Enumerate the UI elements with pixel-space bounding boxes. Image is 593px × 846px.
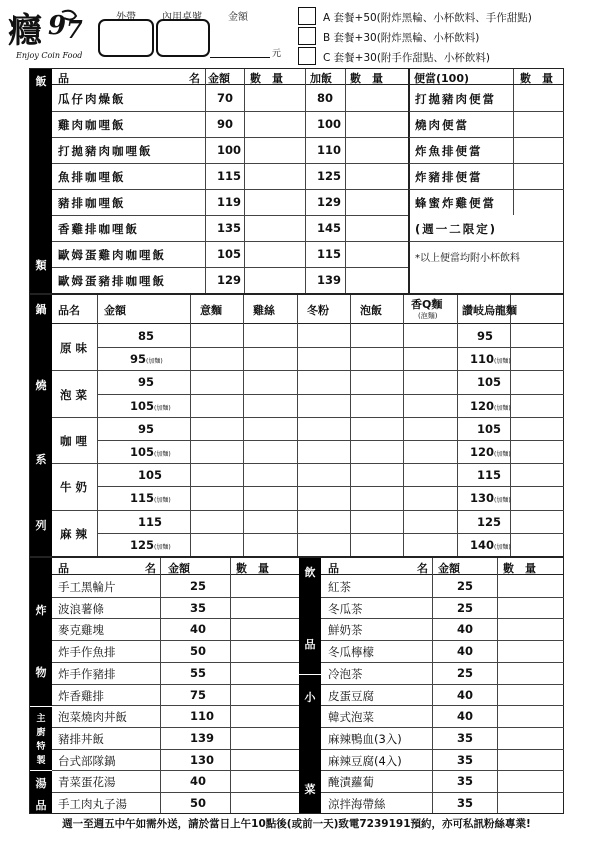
divider <box>409 189 564 190</box>
drink-item-price: 25 <box>457 600 474 615</box>
fried-item-price: 35 <box>190 600 207 615</box>
divider <box>403 295 404 556</box>
dinein-label: 內用桌號 <box>162 12 202 23</box>
chef-category-char: 主 <box>36 714 46 724</box>
hotpot-price: 85 <box>138 329 155 343</box>
rice-item-extra: 129 <box>317 195 342 209</box>
divider <box>52 417 564 418</box>
rice-qty2-cell[interactable] <box>347 86 407 110</box>
drink-item-name: 冬瓜檸檬 <box>328 645 374 660</box>
fried-item-name: 麥克雞塊 <box>58 623 104 638</box>
fried-item-name: 手工肉丸子湯 <box>58 797 127 811</box>
divider <box>513 85 514 111</box>
fried-category-char: 炸 <box>35 604 47 617</box>
extra-note: (加麵) <box>494 543 511 551</box>
bento-item-name: 打拋豬肉便當 <box>415 92 496 106</box>
rice-item-name: 香雞排咖哩飯 <box>58 222 139 236</box>
hotpot-col-instant: 香Q麵 <box>411 298 443 311</box>
footer-note: 週一至週五中午如需外送，請於當日上午10點後(或前一天)致電7239191預約，亦可私訊粉絲專業! <box>62 818 531 830</box>
price-value: 120 <box>470 445 495 459</box>
chef-category-char: 製 <box>36 756 46 766</box>
combo-a-label: A 套餐+50(附炸黑輪、小杯飲料、手作甜點) <box>323 12 532 24</box>
fried-qty-cell[interactable] <box>232 663 298 683</box>
price-value: 130 <box>470 491 495 506</box>
header-text: 名 <box>189 72 200 85</box>
udon-price: 115 <box>477 468 502 483</box>
price-value: 105 <box>130 445 155 459</box>
combo-b-label: B 套餐+30(附炸黑輪、小杯飲料) <box>323 32 480 44</box>
price-value: 140 <box>470 537 495 552</box>
drink-item-price: 25 <box>457 665 474 680</box>
divider <box>97 394 564 395</box>
drinks-col-qty: 數 量 <box>503 562 536 575</box>
combo-c-checkbox[interactable] <box>298 47 316 65</box>
table-number-box[interactable] <box>156 19 210 57</box>
fried-item-name: 泡菜燒肉丼飯 <box>58 710 127 725</box>
drink-item-name: 韓式泡菜 <box>328 710 374 725</box>
hotpot-col-noodle3: 冬粉 <box>307 304 329 317</box>
drinks-category <box>299 558 321 674</box>
hotpot-item-name: 牛奶 <box>60 480 91 495</box>
rice-qty2-cell[interactable] <box>347 138 407 162</box>
rice-item-name: 歐姆蛋豬排咖哩飯 <box>58 274 166 288</box>
divider <box>52 510 564 511</box>
hotpot-price: 105 <box>138 468 163 483</box>
divider <box>97 486 564 487</box>
fried-category <box>30 558 52 706</box>
divider <box>297 295 298 556</box>
divider <box>305 69 306 293</box>
rice-item-price: 90 <box>217 117 234 131</box>
drink-qty-cell[interactable] <box>499 685 563 705</box>
hotpot-item-name: 咖哩 <box>60 434 91 448</box>
rice-col-qty: 數 量 <box>250 72 283 85</box>
rice-qty2-cell[interactable] <box>347 242 407 266</box>
amount-line[interactable] <box>210 57 270 58</box>
fried-item-name: 豬排丼飯 <box>58 731 104 746</box>
divider <box>409 111 564 112</box>
hotpot-col-name: 品名 <box>58 304 80 317</box>
udon-price-extra <box>470 352 511 366</box>
order-header <box>0 0 593 68</box>
rice-item-extra: 110 <box>317 143 342 157</box>
udon-price-extra <box>470 491 511 505</box>
divider <box>457 295 458 556</box>
bento-col-qty: 數 量 <box>520 72 553 85</box>
hotpot-price: 95 <box>138 421 155 436</box>
divider <box>513 137 514 163</box>
combo-c-label: C 套餐+30(附手作甜點、小杯飲料) <box>323 52 491 64</box>
drink-qty-cell[interactable] <box>499 750 563 770</box>
hotpot-category-char: 鍋 <box>35 303 47 316</box>
header-text: 名 <box>145 562 156 575</box>
drinks-col-price: 金額 <box>438 562 460 575</box>
drink-item-price: 40 <box>457 644 474 659</box>
hotpot-col-udon: 讚岐烏龍麵 <box>462 304 517 317</box>
rice-item-price: 119 <box>217 195 242 209</box>
snacks-category-char: 小 <box>304 691 316 704</box>
drink-item-price: 35 <box>457 796 474 810</box>
rice-qty-cell[interactable] <box>246 138 304 162</box>
drink-qty-cell[interactable] <box>499 771 563 791</box>
price-value: 125 <box>130 537 155 552</box>
fried-qty-cell[interactable] <box>232 641 298 661</box>
fried-item-name: 青菜蛋花湯 <box>58 775 116 790</box>
fried-item-name: 炸手作魚排 <box>58 645 116 660</box>
rice-qty-cell[interactable] <box>246 242 304 266</box>
side-section <box>29 557 564 814</box>
rice-item-name: 打拋豬肉咖哩飯 <box>58 144 153 158</box>
drinks-category-char: 飲 <box>304 566 316 579</box>
drink-item-name: 皮蛋豆腐 <box>328 688 374 703</box>
hotpot-price-extra <box>130 352 163 366</box>
combo-b-checkbox[interactable] <box>298 27 316 45</box>
hotpot-price: 115 <box>138 514 163 529</box>
divider <box>205 69 206 293</box>
rice-category-char: 類 <box>35 259 47 272</box>
hotpot-col-noodle2: 雞絲 <box>253 304 275 317</box>
divider <box>513 163 514 189</box>
rice-qty-cell[interactable] <box>246 112 304 136</box>
hotpot-category-char: 系 <box>35 453 47 466</box>
divider <box>409 241 564 242</box>
fried-item-name: 炸手作豬排 <box>58 666 116 681</box>
fried-item-name: 手工黑輪片 <box>58 580 116 594</box>
fried-item-name: 炸香雞排 <box>58 688 104 703</box>
fried-item-price: 40 <box>190 774 207 789</box>
drinks-category-char: 品 <box>304 638 316 651</box>
divider <box>513 189 514 215</box>
drink-item-name: 涼拌海帶絲 <box>328 797 386 811</box>
drink-qty-cell[interactable] <box>499 576 563 596</box>
combo-a-checkbox[interactable] <box>298 7 316 25</box>
rice-item-price: 70 <box>217 91 234 105</box>
price-value: 105 <box>130 398 155 413</box>
hotpot-section <box>29 294 564 557</box>
hotpot-price-extra <box>130 491 171 505</box>
bento-item-name: 燒肉便當 <box>415 118 469 132</box>
price-value: 110 <box>470 352 495 367</box>
udon-price-extra <box>470 445 511 459</box>
fried-item-price: 55 <box>190 665 207 680</box>
drink-item-name: 冷泡茶 <box>328 666 363 681</box>
fried-qty-cell[interactable] <box>232 706 298 726</box>
bento-col: 便當(100) <box>414 72 470 85</box>
extra-note: (加麵) <box>494 451 511 458</box>
extra-note: (加麵) <box>494 404 511 412</box>
drink-item-name: 紅茶 <box>328 580 351 594</box>
drink-qty-cell[interactable] <box>499 728 563 748</box>
fried-item-price: 50 <box>190 644 207 659</box>
divider <box>97 295 98 556</box>
takeout-label: 外帶 <box>116 12 136 23</box>
fried-item-price: 110 <box>190 709 215 724</box>
drink-item-name: 醃漬蘿蔔 <box>328 775 374 790</box>
fried-qty-cell[interactable] <box>232 728 298 748</box>
header-text: 品 <box>58 72 69 85</box>
rice-qty2-cell[interactable] <box>347 112 407 136</box>
rice-category <box>30 69 52 293</box>
rice-item-name: 雞肉咖哩飯 <box>58 118 126 132</box>
rice-qty-cell[interactable] <box>246 164 304 188</box>
drink-item-name: 麻辣鴨血(3入) <box>328 731 402 746</box>
rice-qty2-cell[interactable] <box>347 190 407 214</box>
rice-item-price: 100 <box>217 143 242 157</box>
rice-category-char: 飯 <box>35 75 47 88</box>
divider <box>513 69 514 84</box>
divider <box>52 463 564 464</box>
fried-item-price: 139 <box>190 730 215 745</box>
divider <box>510 295 511 556</box>
fried-qty-cell[interactable] <box>232 793 298 813</box>
svg-text:7: 7 <box>66 15 83 44</box>
udon-price: 105 <box>477 375 502 390</box>
divider <box>97 533 564 534</box>
extra-note: (加麵) <box>494 497 511 505</box>
amount-label: 金額 <box>228 12 248 23</box>
snacks-category <box>299 675 321 813</box>
drink-qty-cell[interactable] <box>499 641 563 661</box>
rice-qty2-cell[interactable] <box>347 164 407 188</box>
snacks-category-char: 菜 <box>304 783 316 796</box>
drink-item-name: 冬瓜茶 <box>328 601 363 616</box>
rice-item-extra: 115 <box>317 247 342 261</box>
fried-col-name <box>58 560 156 576</box>
drink-item-price: 40 <box>457 709 474 724</box>
rice-item-price: 135 <box>217 221 242 235</box>
udon-price: 105 <box>477 421 502 436</box>
divider <box>52 323 564 324</box>
hotpot-price-extra <box>130 445 171 459</box>
price-value: 120 <box>470 398 495 413</box>
rice-col-name <box>58 70 200 86</box>
rice-item-price: 129 <box>217 273 242 287</box>
soup-category-char: 品 <box>35 799 47 812</box>
svg-text:癮: 癮 <box>8 11 42 51</box>
shop-logo <box>4 4 92 64</box>
rice-qty-cell[interactable] <box>246 216 304 240</box>
rice-item-name: 魚排咖哩飯 <box>58 170 126 184</box>
udon-price: 125 <box>477 514 502 529</box>
svg-text:Enjoy Coin Food: Enjoy Coin Food <box>16 51 83 60</box>
drinks-col-name <box>328 560 428 576</box>
extra-note: (加麵) <box>154 404 171 412</box>
hotpot-item-name: 泡菜 <box>60 387 91 402</box>
drink-item-price: 35 <box>457 774 474 789</box>
drink-item-name: 麻辣豆腐(4入) <box>328 753 402 768</box>
hotpot-price-extra <box>130 399 171 413</box>
bento-item-name: 蜂蜜炸雞便當 <box>415 196 496 210</box>
drink-item-price: 40 <box>457 622 474 637</box>
chef-category <box>30 707 52 770</box>
drink-qty-cell[interactable] <box>499 706 563 726</box>
svg-text:9: 9 <box>48 11 67 41</box>
fried-item-price: 40 <box>190 622 207 637</box>
fried-col-price: 金額 <box>168 562 190 575</box>
hotpot-col-price: 金額 <box>104 304 126 317</box>
hotpot-category-char: 列 <box>35 519 47 532</box>
divider <box>52 370 564 371</box>
extra-note: (加麵) <box>154 497 171 505</box>
divider <box>97 440 564 441</box>
rice-section <box>29 68 564 294</box>
divider <box>408 69 410 293</box>
rice-qty-cell[interactable] <box>246 268 304 292</box>
rice-item-name: 瓜仔肉燥飯 <box>58 92 126 106</box>
drink-qty-cell[interactable] <box>499 793 563 813</box>
rice-qty2-cell[interactable] <box>347 268 407 292</box>
rice-item-extra: 139 <box>317 273 342 287</box>
hotpot-col-noodle1: 意麵 <box>200 304 222 317</box>
divider <box>409 137 564 138</box>
rice-item-name: 豬排咖哩飯 <box>58 196 126 210</box>
takeout-box[interactable] <box>98 19 154 57</box>
divider <box>345 69 346 293</box>
chef-category-char: 廚 <box>36 728 46 738</box>
fried-qty-cell[interactable] <box>232 598 298 618</box>
fried-item-name: 波浪薯條 <box>58 601 104 616</box>
chef-category-char: 特 <box>36 742 46 752</box>
soup-category-char: 湯 <box>35 777 47 790</box>
bento-item-name: 炸豬排便當 <box>415 170 483 184</box>
drink-item-price: 25 <box>457 579 474 593</box>
drink-item-price: 35 <box>457 752 474 767</box>
hotpot-col-rice: 泡飯 <box>360 304 382 317</box>
fried-item-price: 75 <box>190 687 207 702</box>
extra-note: (加麵) <box>494 358 511 366</box>
hotpot-item-name: 麻辣 <box>60 526 91 541</box>
divider <box>97 347 564 348</box>
extra-note: (加麵) <box>146 358 163 366</box>
extra-note: (加麵) <box>154 451 171 458</box>
divider <box>350 295 351 556</box>
yuan-label: 元 <box>272 49 282 59</box>
fried-qty-cell[interactable] <box>232 685 298 705</box>
rice-item-extra: 145 <box>317 221 342 235</box>
rice-item-price: 115 <box>217 169 242 183</box>
fried-col-qty: 數 量 <box>236 562 269 575</box>
bento-note: *以上便當均附小杯飲料 <box>415 253 520 264</box>
hotpot-category <box>30 295 52 556</box>
udon-price-extra <box>470 399 511 413</box>
drink-item-price: 35 <box>457 730 474 745</box>
price-value: 95 <box>130 352 147 367</box>
drink-qty-cell[interactable] <box>499 598 563 618</box>
drink-qty-cell[interactable] <box>499 663 563 683</box>
fried-category-char: 物 <box>35 666 47 679</box>
rice-item-price: 105 <box>217 247 242 261</box>
divider <box>244 69 245 293</box>
hotpot-price: 95 <box>138 375 155 390</box>
hotpot-price-extra <box>130 538 171 552</box>
header-text: 品 <box>58 562 69 575</box>
hotpot-item-name: 原味 <box>60 341 91 356</box>
fried-qty-cell[interactable] <box>232 619 298 639</box>
rice-col-qty2: 數 量 <box>350 72 383 85</box>
fried-qty-cell[interactable] <box>232 771 298 791</box>
divider <box>409 163 564 164</box>
drink-qty-cell[interactable] <box>499 619 563 639</box>
bento-item-name: (週一二限定) <box>415 222 498 236</box>
rice-qty-cell[interactable] <box>246 190 304 214</box>
fried-qty-cell[interactable] <box>232 750 298 770</box>
extra-note: (加麵) <box>154 543 171 551</box>
hotpot-col-instant-sub: (泡麵) <box>418 312 438 320</box>
bento-item-name: 炸魚排便當 <box>415 144 483 158</box>
rice-item-name: 歐姆蛋雞肉咖哩飯 <box>58 248 166 262</box>
divider <box>243 295 244 556</box>
fried-item-name: 台式部隊鍋 <box>58 753 116 768</box>
fried-item-price: 50 <box>190 796 207 810</box>
drink-item-name: 鮮奶茶 <box>328 623 363 638</box>
fried-item-price: 25 <box>190 579 207 593</box>
udon-price-extra <box>470 538 511 552</box>
udon-price: 95 <box>477 329 494 343</box>
rice-qty-cell[interactable] <box>246 86 304 110</box>
soup-category <box>30 771 52 813</box>
hotpot-category-char: 燒 <box>35 379 47 392</box>
header-text: 品 <box>328 562 339 575</box>
price-value: 115 <box>130 491 155 506</box>
rice-col-price: 金額 <box>208 72 230 85</box>
rice-item-extra: 125 <box>317 169 342 183</box>
fried-item-price: 130 <box>190 752 215 767</box>
rice-col-extra: 加飯 <box>310 72 332 85</box>
divider <box>513 111 514 137</box>
drink-item-price: 40 <box>457 687 474 702</box>
rice-item-extra: 80 <box>317 91 334 105</box>
rice-qty2-cell[interactable] <box>347 216 407 240</box>
rice-item-extra: 100 <box>317 117 342 131</box>
divider <box>190 295 191 556</box>
header-text: 名 <box>417 562 428 575</box>
fried-qty-cell[interactable] <box>232 576 298 596</box>
